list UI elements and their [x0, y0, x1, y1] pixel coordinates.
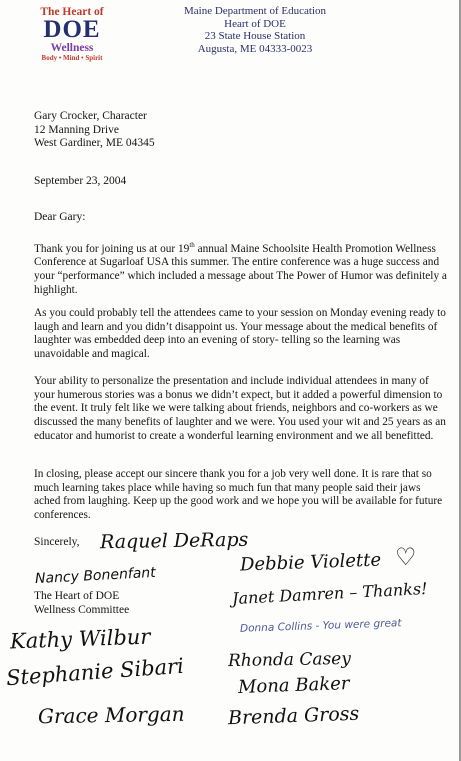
signature-mona-baker: Mona Baker — [237, 673, 350, 698]
logo-top-text: The Heart of — [40, 6, 104, 18]
signature-janet-damren: Janet Damren – Thanks! — [231, 578, 428, 609]
logo-sub-text: Wellness — [50, 42, 94, 54]
logo-main-text: DOE — [43, 16, 101, 43]
signature-nancy-bonenfant: Nancy Bonenfant — [34, 564, 157, 588]
signature-brenda-gross: Brenda Gross — [227, 702, 360, 730]
closing: Sincerely, — [34, 536, 80, 548]
signature-raquel-deraps: Raquel DeRaps — [99, 528, 249, 554]
paragraph-1-rest: annual Maine Schoolsite Health Promotion Wellness Conference at Sugarloaf USA this summer. The entire conference was a huge success and your “performance” which included a message about The Power of Humor was definitely a highlight. — [34, 242, 447, 296]
letterhead-line-2: Heart of DOE — [224, 17, 286, 30]
heart-of-doe-logo — [26, 6, 118, 63]
paragraph-4: In closing, please accept our sincere thank you for a job very well done. It is rare that so much learning takes place while having so much fun that many people said their jaws ached from laughing. Keep up the good work and we hope you will be available for future conferences. — [34, 468, 443, 522]
paragraph-3: Your ability to personalize the presentation and include individual attendees in many of your humerous stories was a bonus we didn’t expect, but it added a powerful dimension to the event. It truly felt like we were talking about friends, neighbors and co-workers as we discussed the many benefits of laughter and we were. You used your wit and 25 years as an educator and humorist to create a wonderful learning environment and we all benefitted. — [34, 375, 446, 442]
letter-date: September 23, 2004 — [34, 175, 127, 187]
heart-doodle-icon: ♡ — [395, 543, 417, 571]
recipient-line-2: 12 Manning Drive — [34, 123, 119, 136]
logo-tagline: Body • Mind • Spirit — [41, 54, 103, 62]
paragraph-1 — [34, 239, 449, 298]
committee-line-2: Wellness Committee — [34, 603, 130, 616]
recipient-line-3: West Gardiner, ME 04345 — [34, 137, 155, 149]
signature-stephanie-sibari: Stephanie Sibari — [5, 653, 185, 691]
recipient-line-1: Gary Crocker, Character — [34, 110, 147, 122]
committee-line-1: The Heart of DOE — [34, 590, 120, 602]
paragraph-1-start: Thank you for joining us at our 19 — [34, 242, 190, 255]
signature-kathy-wilbur: Kathy Wilbur — [9, 624, 151, 654]
signature-rhonda-casey: Rhonda Casey — [227, 648, 352, 672]
letterhead-line-4: Augusta, ME 04333-0023 — [197, 42, 313, 55]
signature-debbie-violette: Debbie Violette — [239, 549, 382, 576]
recipient-address — [34, 110, 155, 151]
letterhead — [180, 5, 330, 55]
signature-donna-collins: Donna Collins - You were great — [239, 617, 402, 635]
salutation: Dear Gary: — [34, 211, 86, 223]
letterhead-line-1: Maine Department of Education — [183, 5, 327, 17]
ordinal-suffix: th — [189, 241, 195, 249]
letterhead-line-3: 23 State House Station — [204, 30, 306, 42]
signature-grace-morgan: Grace Morgan — [37, 701, 185, 729]
committee-name — [34, 590, 129, 617]
paragraph-2: As you could probably tell the attendees came to your session on Monday evening ready to laugh and learn and you didn’t disappoint us. Your message about the medical benefits of laughter was embedded deep into an evening of story- telling so the learning was unavoidable and magical. — [34, 307, 446, 361]
